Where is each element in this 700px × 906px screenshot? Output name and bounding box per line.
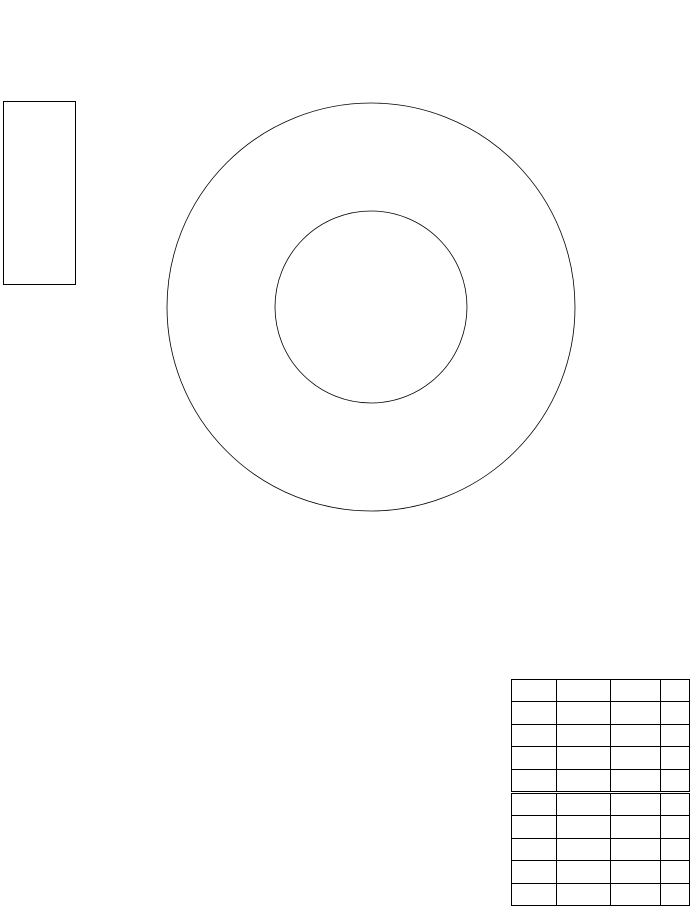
elements-header-row [512,680,690,702]
decanate-label [512,816,557,838]
decanate-label [512,861,557,883]
col-var [661,680,690,702]
element-row [512,769,690,792]
element-label [512,724,557,746]
decanate-label [512,838,557,860]
decanate-cell [611,861,661,883]
element-row [512,747,690,769]
decanate-cell [557,838,611,860]
decanate-row [512,883,690,905]
decanate-label [512,883,557,905]
elements-table [511,679,690,906]
decanate-cell [557,883,611,905]
decanate-cell [661,816,690,838]
decanate-cell [611,838,661,860]
element-cell [557,702,611,724]
element-cell [611,769,661,792]
decanate-col [661,792,690,815]
element-cell [661,702,690,724]
element-cell [557,769,611,792]
element-cell [661,769,690,792]
col-fix [611,680,661,702]
decanate-row [512,838,690,860]
element-label [512,747,557,769]
element-cell [661,747,690,769]
decanate-cell [611,883,661,905]
decanate-cell [557,816,611,838]
col-kard [557,680,611,702]
decanate-cell [661,838,690,860]
decanate-row [512,816,690,838]
element-cell [611,724,661,746]
element-cell [661,724,690,746]
element-cell [611,747,661,769]
decanate-cell [557,861,611,883]
element-cell [557,724,611,746]
decanate-header-row [512,792,690,815]
decanate-col [557,792,611,815]
element-cell [557,747,611,769]
element-cell [611,702,661,724]
decanate-col [611,792,661,815]
element-row [512,724,690,746]
decanate-cell [661,883,690,905]
decanate-cell [611,816,661,838]
element-label [512,769,557,792]
decanate-cell [661,861,690,883]
decanate-row [512,861,690,883]
element-row [512,702,690,724]
element-label [512,702,557,724]
